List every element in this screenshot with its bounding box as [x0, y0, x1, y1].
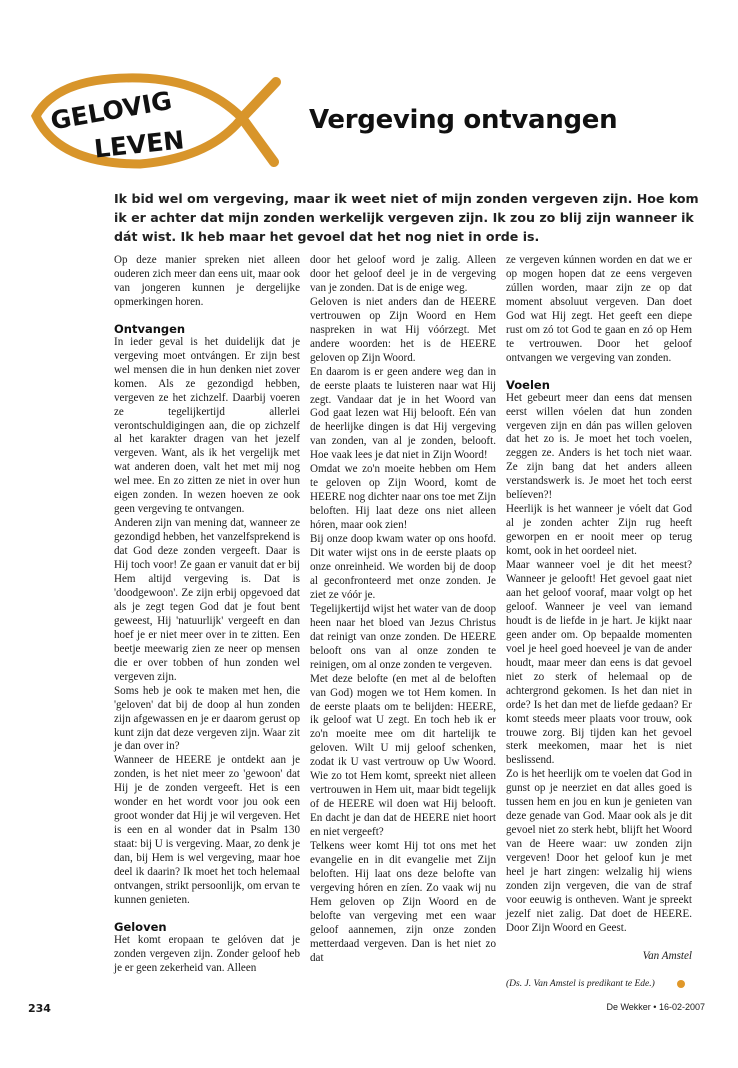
section-heading-ontvangen: Ontvangen: [114, 321, 186, 336]
paragraph: Anderen zijn van mening dat, wanneer ze gezondigd hebben, het vanzelfsprekend is dat God deze zonden vergeeft. Daar is Hij toch voor! Ze gaan er vanuit dat er bij Hem altijd vergeving is. Dat is 'doodgewoon'. Ze zijn erbij opgevoed dat als je zegt tegen God dat je fout bent geweest, Hij 'natuurlijk' vergeeft en dan hoef je er niet meer over in te zitten. Een beetje meewarig zien ze neer op mensen die er over tobben of hun zonden wel vergeven zijn.: [114, 517, 300, 683]
paragraph: Het gebeurt meer dan eens dat mensen eerst willen vóelen dat hun zonden vergeven zijn en dán pas willen geloven dat het zo is. Je moet het toch voelen, zeggen ze. Anders is het toch niet waar. Ze zijn bang dat het anders alleen verstandswerk is. Je moet het toch eerst belíeven?!: [506, 391, 692, 502]
column-3: [506, 254, 692, 992]
paragraph: Heerlijk is het wanneer je vóelt dat God al je zonden achter Zijn rug heeft geworpen en er nooit meer op terug komt, ook in het oordeel niet.: [506, 503, 692, 558]
paragraph: Op deze manier spreken niet alleen ouderen zich meer dan eens uit, maar ook van jongeren kunnen je dergelijke opmerkingen horen.: [114, 254, 300, 308]
paragraph: Bij onze doop kwam water op ons hoofd. Dit water wijst ons in de eerste plaats op onze onreinheid. We worden bij de doop al geconfronteerd met onze zonden. Je ziet ze vóór je.: [310, 533, 496, 601]
column-1: [114, 254, 300, 976]
logo-line1: GELOVIG: [48, 85, 174, 136]
author-signature: Van Amstel: [642, 949, 692, 962]
paragraph: Telkens weer komt Hij tot ons met het evangelie en in dit evangelie met Zijn beloften. Hij laat ons deze belofte van vergeving hóren en zíen. Zo vaak wij nu Hem geloven op Zijn Woord en de belofte van vergeving met een waar geloof aannemen, zijn onze zonden metterdaad vergeven. Dan is het niet zo dat: [310, 840, 496, 964]
paragraph: Tegelijkertijd wijst het water van de doop heen naar het bloed van Jezus Christus dat reinigt van onze zonden. De HEERE belooft ons van al onze zonden te reinigen, om al onze zonden te vergeven.: [310, 602, 496, 671]
paragraph: In ieder geval is het duidelijk dat je vergeving moet ontvángen. Er zijn best wel mensen die in hun denken niet zover komen. Als ze gezondigd hebben, vergeven ze het zichzelf. Daarbij voeren ze tegelijkertijd allerlei verontschuldigingen aan, die op zichzelf al het karakter dragen van het jezelf vergeven. Want, als ik het vergelijk met wat anderen doen, valt het met mij nog wel mee. En zo zitten ze niet in over hun eigen zonden. In wezen hoeven ze ook geen vergeving te ontvangen.: [114, 335, 300, 516]
section-heading-geloven: Geloven: [114, 919, 167, 934]
paragraph: Met deze belofte (en met al de beloften van God) mogen we tot Hem komen. In de eerste plaats om te belijden: HEERE, ik geloof wat U zegt. En toch heb ik er zo'n moeite mee om dit hartelijk te geloven. Wilt U mij geloof schenken, zodat ik U vast vertrouw op Uw Woord. Wie zo tot Hem komt, spreekt niet alleen vertrouwen in Hem uit, maar bidt tegelijk of de HEERE wil doen wat Hij belooft. En dacht je dan dat de HEERE niet hoort en niet vergeeft?: [310, 672, 496, 839]
paragraph: Het komt eropaan te gelóven dat je zonden vergeven zijn. Zonder geloof heb je er geen zekerheid van. Alleen: [114, 933, 300, 974]
paragraph: Maar wanneer voel je dit het meest? Wanneer je gelooft! Het gevoel gaat niet aan het geloof vooraf, maar volgt op het geloof. Wanneer je veel van iemand houdt is de liefde in je hart. Je kijkt naar geen ander om. Op bepaalde momenten voel je heel goed hoeveel je van de ander houdt, maar meer dan eens is dat gevoel niet zo sterk of helemaal op de achtergrond gekomen. Is het dan niet in orde? Is het dan met de liefde gedaan? Er komt steeds meer plaats voor trouw, ook trouwe zorg. Bij tijden kan het gevoel sterk meekomen, maar het is niet beslissend.: [506, 559, 692, 767]
column-2: [310, 254, 496, 966]
author-note: (Ds. J. Van Amstel is predikant te Ede.): [506, 978, 655, 989]
paragraph: door het geloof word je zalig. Alleen door het geloof deel je in de vergeving van je zonden. Dat is de enige weg.: [310, 254, 496, 294]
end-bullet-icon: [677, 980, 685, 988]
paragraph: Zo is het heerlijk om te voelen dat God in gunst op je neerziet en dat alles goed is tussen hem en jou en kun je genieten van deze genade van God. Maar ook als je dit gevoel niet zo sterk hebt, blijft het Woord van de Heere waar: uw zonden zijn vergeven! Door het geloof kun je met heel je hart zingen: welzalig hij wiens zonden zijn vergeven, die van de straf voor eeuwig is ontheven. Want je spreekt jezelf niet zalig. Dat doet de HEERE. Door Zijn Woord en Geest.: [506, 768, 692, 934]
paragraph: ze vergeven kúnnen worden en dat we er op mogen hopen dat ze eens vergeven zúllen worden, maar zijn ze op dat moment absoluut vergeven. Dan doet God wat Hij zegt. Het geeft een diepe rust om zó tot God te gaan en zó op Hem te vertrouwen. Door het geloof ontvangen we vergeving van zonden.: [506, 254, 692, 364]
author-note-line: [506, 978, 692, 992]
paragraph: En daarom is er geen andere weg dan in de eerste plaats te luisteren naar wat Hij zegt. Vandaar dat je in het Woord van God gaat lezen wat Hij belooft. Eén van de heerlijke dingen is dat Hij vergeving van zonden, van al je zonden, belooft. Hoe vaak lees je dat niet in Zijn Woord!: [310, 365, 496, 462]
article-intro: Ik bid wel om vergeving, maar ik weet niet of mijn zonden vergeven zijn. Hoe kom ik er achter dat mijn zonden werkelijk vergeven zijn. Ik zou zo blij zijn wanneer ik dát wist. Ik heb maar het gevoel dat het nog niet in orde is.: [114, 191, 699, 244]
page-number: 234: [28, 1002, 51, 1015]
section-heading-voelen: Voelen: [506, 377, 550, 392]
gelovig-leven-fish-logo: [28, 72, 286, 172]
paragraph: Wanneer de HEERE je ontdekt aan je zonden, is het niet meer zo 'gewoon' dat Hij je de zonden vergeeft. Het is een wonder en het wordt voor jou ook een groot wonder dat Hij je wil vergeven. Het is een en al wonder dat in Psalm 130 staat: bij U is vergeving. Maar, zo denk je dan, bij Hem is wel vergeving, maar hoe deel ik daarin? Ik moet het toch helemaal ontvangen, strikt persoonlijk, om ervan te kunnen genieten.: [114, 754, 300, 906]
article-title: Vergeving ontvangen: [309, 105, 618, 135]
paragraph: Geloven is niet anders dan de HEERE vertrouwen op Zijn Woord en Hem naspreken in wat Hij vóórzegt. Met andere woorden: het is de HEERE geloven op Zijn Woord.: [310, 295, 496, 364]
publication-footer: De Wekker • 16-02-2007: [606, 1002, 705, 1012]
paragraph: Omdat we zo'n moeite hebben om Hem te geloven op Zijn Woord, komt de HEERE nog dichter naar ons toe met Zijn beloften. Hij laat deze ons niet alleen hóren, maar ook zien!: [310, 463, 496, 532]
paragraph: Soms heb je ook te maken met hen, die 'geloven' dat bij de doop al hun zonden zijn afgewassen en je er daarom gerust op kunt zijn dat deze vergeven zijn. Waar zit je dan over in?: [114, 684, 300, 753]
logo-line2: LEVEN: [92, 125, 186, 164]
